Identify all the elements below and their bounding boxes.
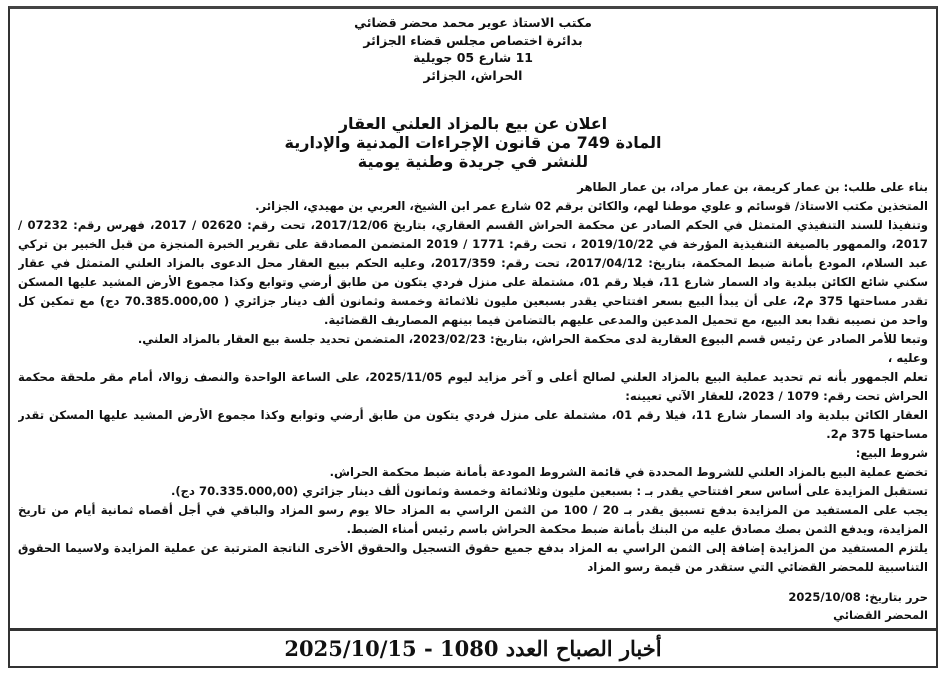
- body-line: وتبعا للأمر الصادر عن رئيس قسم البيوع العقارية لدى محكمة الحراش، بتاريخ: 2023/02/23، المتضمن تحديد جلسة بيع العقار بالمزاد العلني.: [137, 332, 928, 346]
- body-line: تستقبل المزايدة على أساس سعر افتتاحي يقدر بـ : بسبعين مليون وثلاثمائة وخمسة وثمانون ألف دينار جزائري (70.335.000,00 دج).: [170, 484, 928, 498]
- body-line: بناء على طلب: بن عمار كريمة، بن عمار مراد، بن عمار الطاهر: [577, 180, 928, 194]
- body-line: الحراش تحت رقم: 1079 / 2023، للعقار الآتي تعيينه:: [625, 389, 928, 403]
- body-line: تخضع عملية البيع بالمزاد العلني للشروط المحددة في قائمة الشروط المودعة بأمانة ضبط محكمة الحراش.: [329, 465, 928, 479]
- signer: المحضر القضائي: [833, 608, 928, 622]
- body-line: شروط البيع:: [855, 446, 928, 460]
- body-line: تعلم الجمهور بأنه تم تحديد عملية البيع بالمزاد العلني لصالح أعلى و آخر مزايد ليوم 2025/11/05، على الساعة الواحدة والنصف زوالا، أمام مقر ملحقة محكمة: [18, 370, 928, 384]
- footer-divider: [8, 628, 938, 631]
- body-line: واحد من نصيبه نقدا بعد البيع، مع تحميل المدعين والمدعى عليهم بالتضامن فيما بينهم المصاريف القضائية.: [324, 313, 928, 327]
- body-line: يجب على المستفيد من المزايدة بدفع تسبيق يقدر بـ 20 / 100 من الثمن الراسي به المزاد حالا يوم رسو المزاد والباقي في أجل أقصاه ثمانية أيام من تاريخ: [18, 503, 928, 517]
- body-line: يلتزم المستفيد من المزايدة إضافة إلى الثمن الراسي به المزاد بدفع جميع حقوق التسجيل والحقوق الأخرى الناتجة المترتبة عن عملية المزايدة ولاسيما الحقوق: [18, 541, 928, 555]
- office-name: مكتب الاستاذ عوير محمد محضر قضائي: [354, 15, 592, 30]
- body-line: مساحتها 375 م2.: [826, 427, 928, 441]
- body-line: العقار الكائن ببلدية واد السمار شارع 11، فيلا رقم 01، مشتملة على منزل فردي يتكون من طابق أرضي وتوابع وكذا مجموع الأرض المشيد عليها المسكن تقدر: [18, 408, 928, 422]
- body-line: 2017، والممهور بالصيغة التنفيذية المؤرخة في 2019/10/22 ، تحت رقم: 1771 / 2019 المتضمن المصادقة على تقرير الخبرة المنجزة من قبل الخبير بن تركي: [18, 237, 928, 251]
- body-line: المزايدة، ويدفع الثمن بصك مصادق عليه من البنك بأمانة ضبط محكمة الحراش باسم رئيس أمناء الضبط.: [346, 522, 928, 536]
- bailiff-office-header: [0, 14, 946, 84]
- body-line: المتخذين مكتب الاستاذ/ قوسائم و علوي موطنا لهم، والكائن برقم 02 شارع عمر ابن الشيخ، العربي بن مهيدي، الجزائر.: [255, 199, 928, 213]
- title-line: المادة 749 من قانون الإجراءات المدنية والإدارية: [284, 133, 662, 152]
- body-line: التناسبية للمحضر القضائي التي ستقدر من قيمة رسو المزاد: [587, 560, 928, 574]
- title-line: اعلان عن بيع بالمزاد العلني العقار: [338, 114, 608, 133]
- notice-title: [0, 114, 946, 171]
- jurisdiction: بدائرة اختصاص مجلس قضاء الجزائر: [363, 32, 583, 48]
- street-address: 11 شارع 05 جويلية: [413, 50, 533, 65]
- issue-date: حرر بتاريخ: 2025/10/08: [788, 590, 928, 604]
- body-line: تقدر مساحتها 375 م2، على أن يبدأ البيع بسعر افتتاحي يقدر بسبعين مليون ثلاثمائة وخمسة وثمانون ألف دينار جزائري ( 70.385.000,00 دج) مع تمكين كل: [18, 294, 928, 308]
- body-line: وعليه ،: [887, 351, 928, 365]
- body-line: سكني شائع الكائن ببلدية واد السمار شارع 11، فيلا رقم 01، مشتملة على منزل فردي يتكون من طابق أرضي وتوابع وكذا مجموع الأرض المشيد عليها المسكن: [18, 275, 928, 289]
- signature-block: [18, 588, 928, 624]
- notice-body: [18, 178, 928, 577]
- publication-footer: أخبار الصباح العدد 1080 - 2025/10/15: [284, 636, 662, 661]
- city: الحراش، الجزائر: [423, 67, 523, 83]
- body-line: وتنفيذا للسند التنفيذي المتمثل في الحكم الصادر عن محكمة الحراش القسم العقاري، بتاريخ 2017/12/06، تحت رقم: 02620 / 2017، فهرس رقم: 07232 /: [18, 218, 928, 232]
- title-line: للنشر في جريدة وطنية يومية: [357, 152, 589, 171]
- body-line: عبد السلام، المودع بأمانة ضبط المحكمة، بتاريخ: 2017/04/12، تحت رقم: 2017/359، وعليه الحكم ببيع العقار محل الدعوى بالمزاد العلني المتمثل في عقار: [18, 256, 928, 270]
